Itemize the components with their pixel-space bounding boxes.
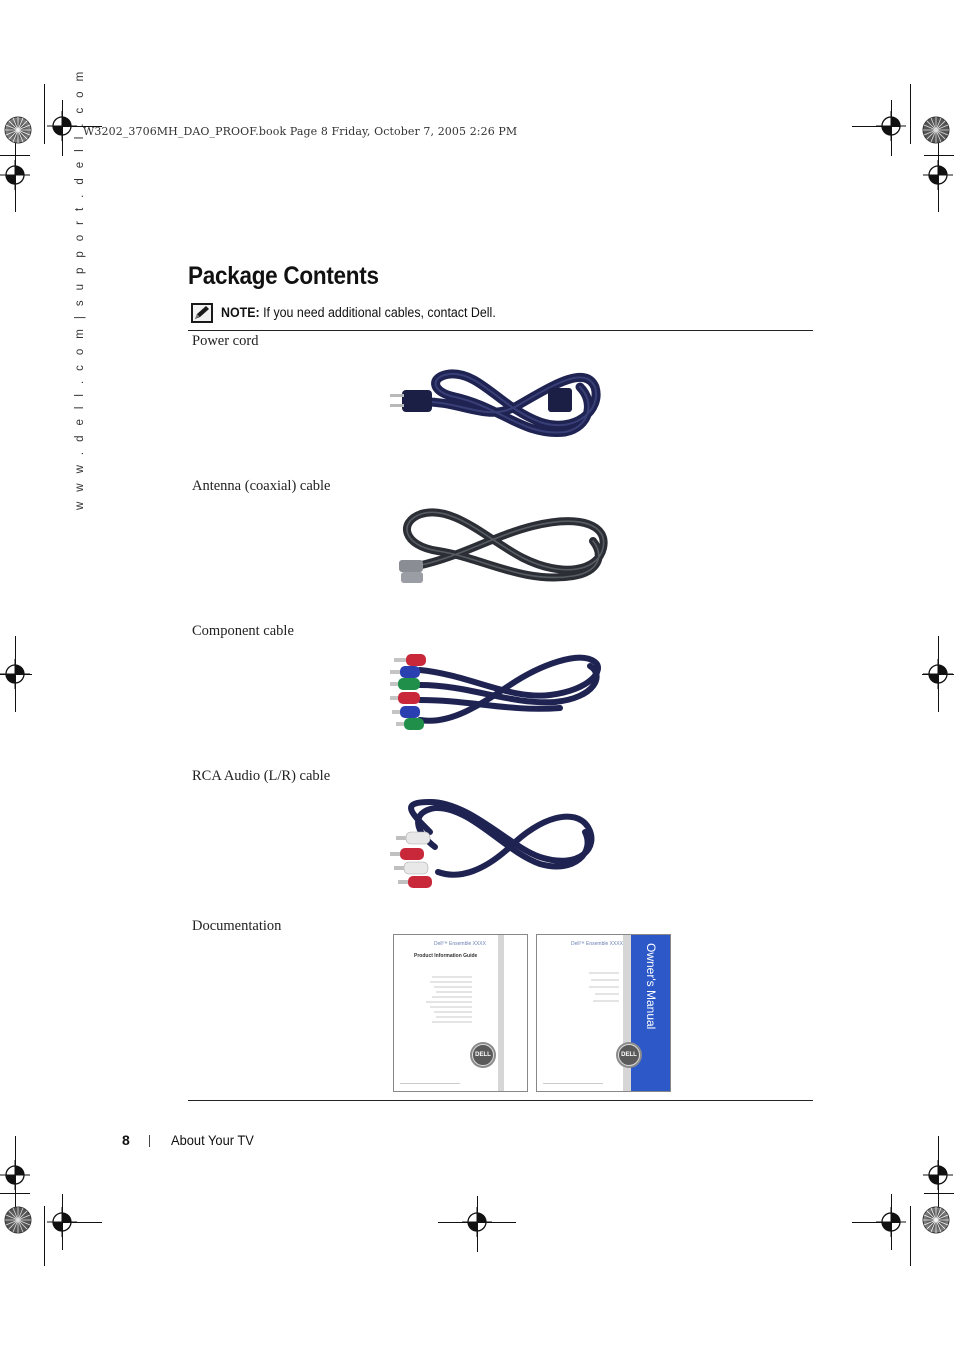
- owners-manual-booklet: [536, 934, 671, 1092]
- starburst-mark-icon: [4, 116, 32, 144]
- registration-target-icon: [876, 111, 906, 141]
- page-number: 8: [122, 1132, 130, 1148]
- guide-footer-line: [400, 1083, 460, 1084]
- registration-target-icon: [876, 1207, 906, 1237]
- registration-target-icon: [0, 1160, 30, 1190]
- dell-logo-icon: [616, 1042, 642, 1068]
- dell-logo-text: DELL: [475, 1052, 491, 1058]
- item-label-documentation: Documentation: [192, 918, 282, 934]
- crop-line: [924, 1193, 954, 1194]
- guide-title: Product Information Guide: [414, 953, 478, 959]
- rca-audio-cable-image: [390, 792, 600, 902]
- registration-target-icon: [462, 1207, 492, 1237]
- registration-target-icon: [47, 111, 77, 141]
- starburst-mark-icon: [4, 1206, 32, 1234]
- side-url: w w w . d e l l . c o m | s u p p o r t . d e l l . c o m: [74, 68, 86, 510]
- component-cable-image: [390, 640, 608, 740]
- manual-title: Owner's Manual: [644, 943, 658, 1030]
- item-label-component-cable: Component cable: [192, 623, 294, 639]
- note-body: If you need additional cables, contact Dell.: [259, 305, 496, 320]
- crop-line: [44, 1206, 45, 1266]
- registration-target-icon: [923, 160, 953, 190]
- manual-blue-band: [631, 935, 670, 1091]
- bottom-rule: [188, 1100, 813, 1101]
- crop-line: [0, 155, 30, 156]
- proof-header: W3202_3706MH_DAO_PROOF.book Page 8 Friday, October 7, 2005 2:26 PM: [83, 125, 518, 138]
- registration-target-icon: [47, 1207, 77, 1237]
- guide-text-lines: [424, 975, 474, 1025]
- product-information-guide-booklet: [393, 934, 528, 1092]
- footer-section-title: About Your TV: [171, 1132, 254, 1148]
- page-title: Package Contents: [188, 262, 379, 290]
- manual-text-lines: [583, 971, 623, 1011]
- note-label: NOTE:: [221, 305, 260, 320]
- power-cord-image: [390, 352, 602, 448]
- guide-brand: Dell™ Ensemble XXXX: [434, 941, 486, 947]
- manual-brand: Dell™ Ensemble XXXX: [571, 941, 623, 947]
- dell-logo-icon: [470, 1042, 496, 1068]
- starburst-mark-icon: [922, 116, 950, 144]
- top-rule: [188, 330, 813, 331]
- registration-target-icon: [0, 160, 30, 190]
- registration-target-icon: [0, 659, 30, 689]
- registration-target-icon: [923, 659, 953, 689]
- crop-line: [910, 1206, 911, 1266]
- item-label-power-cord: Power cord: [192, 333, 259, 349]
- note: [221, 305, 496, 320]
- crop-line: [910, 84, 911, 144]
- crop-line: [44, 84, 45, 144]
- crop-line: [0, 1193, 30, 1194]
- item-label-rca-audio-cable: RCA Audio (L/R) cable: [192, 768, 331, 784]
- item-label-antenna-cable: Antenna (coaxial) cable: [192, 478, 331, 494]
- crop-line: [924, 155, 954, 156]
- footer-separator: [149, 1135, 150, 1147]
- guide-spine-stripe: [498, 935, 504, 1091]
- manual-footer-line: [543, 1083, 603, 1084]
- dell-logo-text: DELL: [621, 1052, 637, 1058]
- starburst-mark-icon: [922, 1206, 950, 1234]
- antenna-coaxial-cable-image: [393, 496, 609, 592]
- registration-target-icon: [923, 1160, 953, 1190]
- note-pencil-icon: [191, 303, 213, 323]
